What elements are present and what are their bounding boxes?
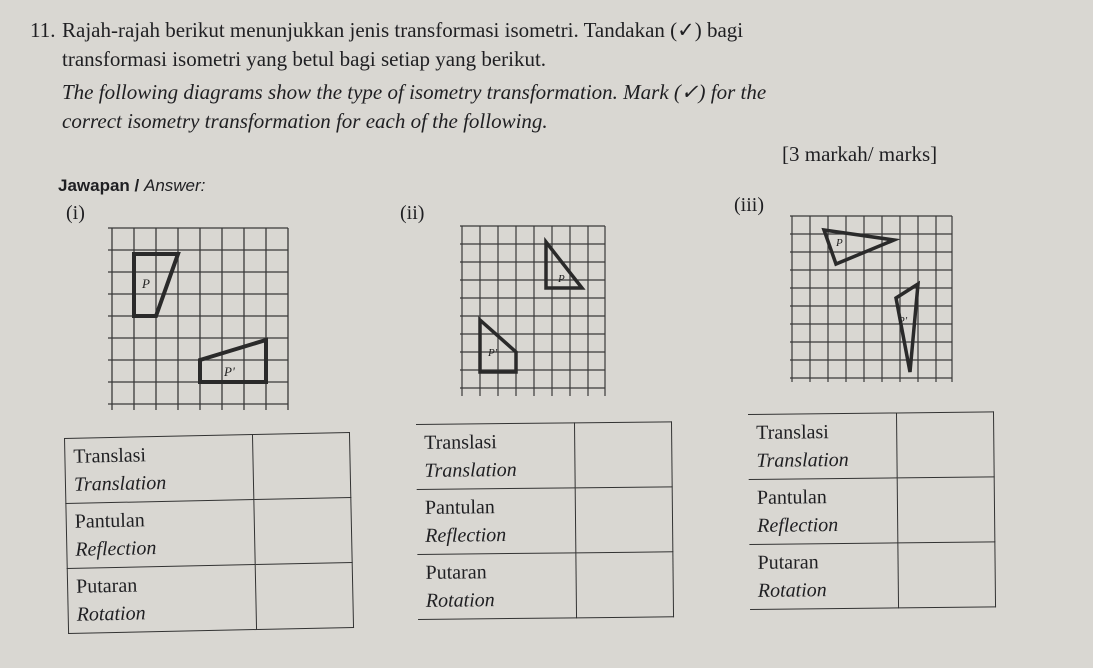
option-ms: Translasi bbox=[424, 431, 497, 454]
tick-box-reflection[interactable] bbox=[575, 487, 673, 553]
option-cell-reflection bbox=[749, 478, 898, 545]
label-p-prime: P' bbox=[898, 315, 908, 327]
table-row bbox=[65, 433, 351, 504]
question-number: 11. bbox=[30, 18, 56, 42]
part-label-ii: (ii) bbox=[400, 202, 425, 224]
option-cell-rotation bbox=[67, 565, 256, 634]
option-en: Rotation bbox=[757, 579, 827, 602]
question-en-line2: correct isometry transformation for each of the following. bbox=[62, 109, 548, 133]
option-ms: Pantulan bbox=[424, 496, 495, 519]
table-row bbox=[66, 498, 352, 569]
option-cell-translation bbox=[65, 435, 254, 504]
tick-box-rotation[interactable] bbox=[898, 542, 996, 608]
diagram-i bbox=[108, 228, 294, 412]
part-label-i: (i) bbox=[66, 202, 85, 224]
label-p: P bbox=[142, 276, 150, 291]
tick-box-translation[interactable] bbox=[574, 422, 672, 488]
option-ms: Putaran bbox=[757, 551, 819, 574]
label-p: P bbox=[558, 273, 565, 285]
option-ms: Translasi bbox=[73, 444, 147, 468]
option-en: Rotation bbox=[76, 602, 146, 626]
option-en: Reflection bbox=[75, 537, 157, 561]
label-p: P bbox=[836, 237, 843, 249]
tick-box-rotation[interactable] bbox=[576, 552, 674, 618]
tick-box-translation[interactable] bbox=[252, 433, 350, 500]
diagram-ii bbox=[460, 222, 610, 398]
option-en: Rotation bbox=[425, 589, 495, 612]
label-p-prime: P' bbox=[224, 364, 235, 379]
table-row bbox=[749, 477, 995, 545]
table-row bbox=[417, 552, 673, 620]
option-cell-reflection bbox=[417, 488, 576, 555]
option-ms: Pantulan bbox=[74, 509, 145, 533]
table-row bbox=[416, 422, 672, 490]
option-cell-reflection bbox=[66, 500, 255, 569]
option-en: Translation bbox=[424, 458, 517, 482]
question-ms-line1: Rajah-rajah berikut menunjukkan jenis transformasi isometri. Tandakan (✓) bagi bbox=[62, 18, 744, 42]
question-ms-line2: transformasi isometri yang betul bagi setiap yang berikut. bbox=[62, 47, 547, 71]
tick-box-translation[interactable] bbox=[896, 412, 994, 478]
tick-box-reflection[interactable] bbox=[254, 498, 352, 565]
answer-header bbox=[58, 176, 205, 196]
answer-table-iii bbox=[748, 411, 996, 610]
option-cell-rotation bbox=[749, 543, 898, 610]
answer-table-ii bbox=[416, 421, 674, 620]
table-row bbox=[749, 542, 995, 610]
part-label-iii: (iii) bbox=[734, 194, 764, 216]
option-cell-translation bbox=[748, 413, 897, 480]
table-row bbox=[417, 487, 673, 555]
tick-box-reflection[interactable] bbox=[897, 477, 995, 543]
marks-label: [3 markah/ marks] bbox=[782, 142, 938, 166]
option-en: Translation bbox=[756, 448, 849, 472]
question-en-line1: The following diagrams show the type of isometry transformation. Mark (✓) for the bbox=[62, 80, 767, 104]
option-ms: Putaran bbox=[75, 574, 138, 598]
shape-p-prime bbox=[896, 284, 918, 372]
table-row bbox=[67, 562, 353, 633]
option-cell-rotation bbox=[417, 553, 576, 620]
diagram-iii bbox=[790, 212, 956, 384]
option-en: Translation bbox=[73, 471, 167, 496]
tick-box-rotation[interactable] bbox=[255, 562, 353, 629]
table-row bbox=[748, 412, 994, 480]
option-ms: Pantulan bbox=[756, 486, 827, 509]
option-en: Reflection bbox=[425, 524, 507, 547]
option-en: Reflection bbox=[757, 514, 839, 537]
answer-header-ms: Jawapan / bbox=[58, 176, 144, 195]
option-cell-translation bbox=[416, 423, 575, 490]
answer-header-en: Answer: bbox=[143, 176, 206, 195]
label-p-prime: P' bbox=[488, 347, 498, 359]
shape-p bbox=[824, 230, 894, 264]
option-ms: Translasi bbox=[756, 421, 829, 444]
option-ms: Putaran bbox=[425, 561, 487, 584]
answer-table-i bbox=[64, 432, 354, 634]
